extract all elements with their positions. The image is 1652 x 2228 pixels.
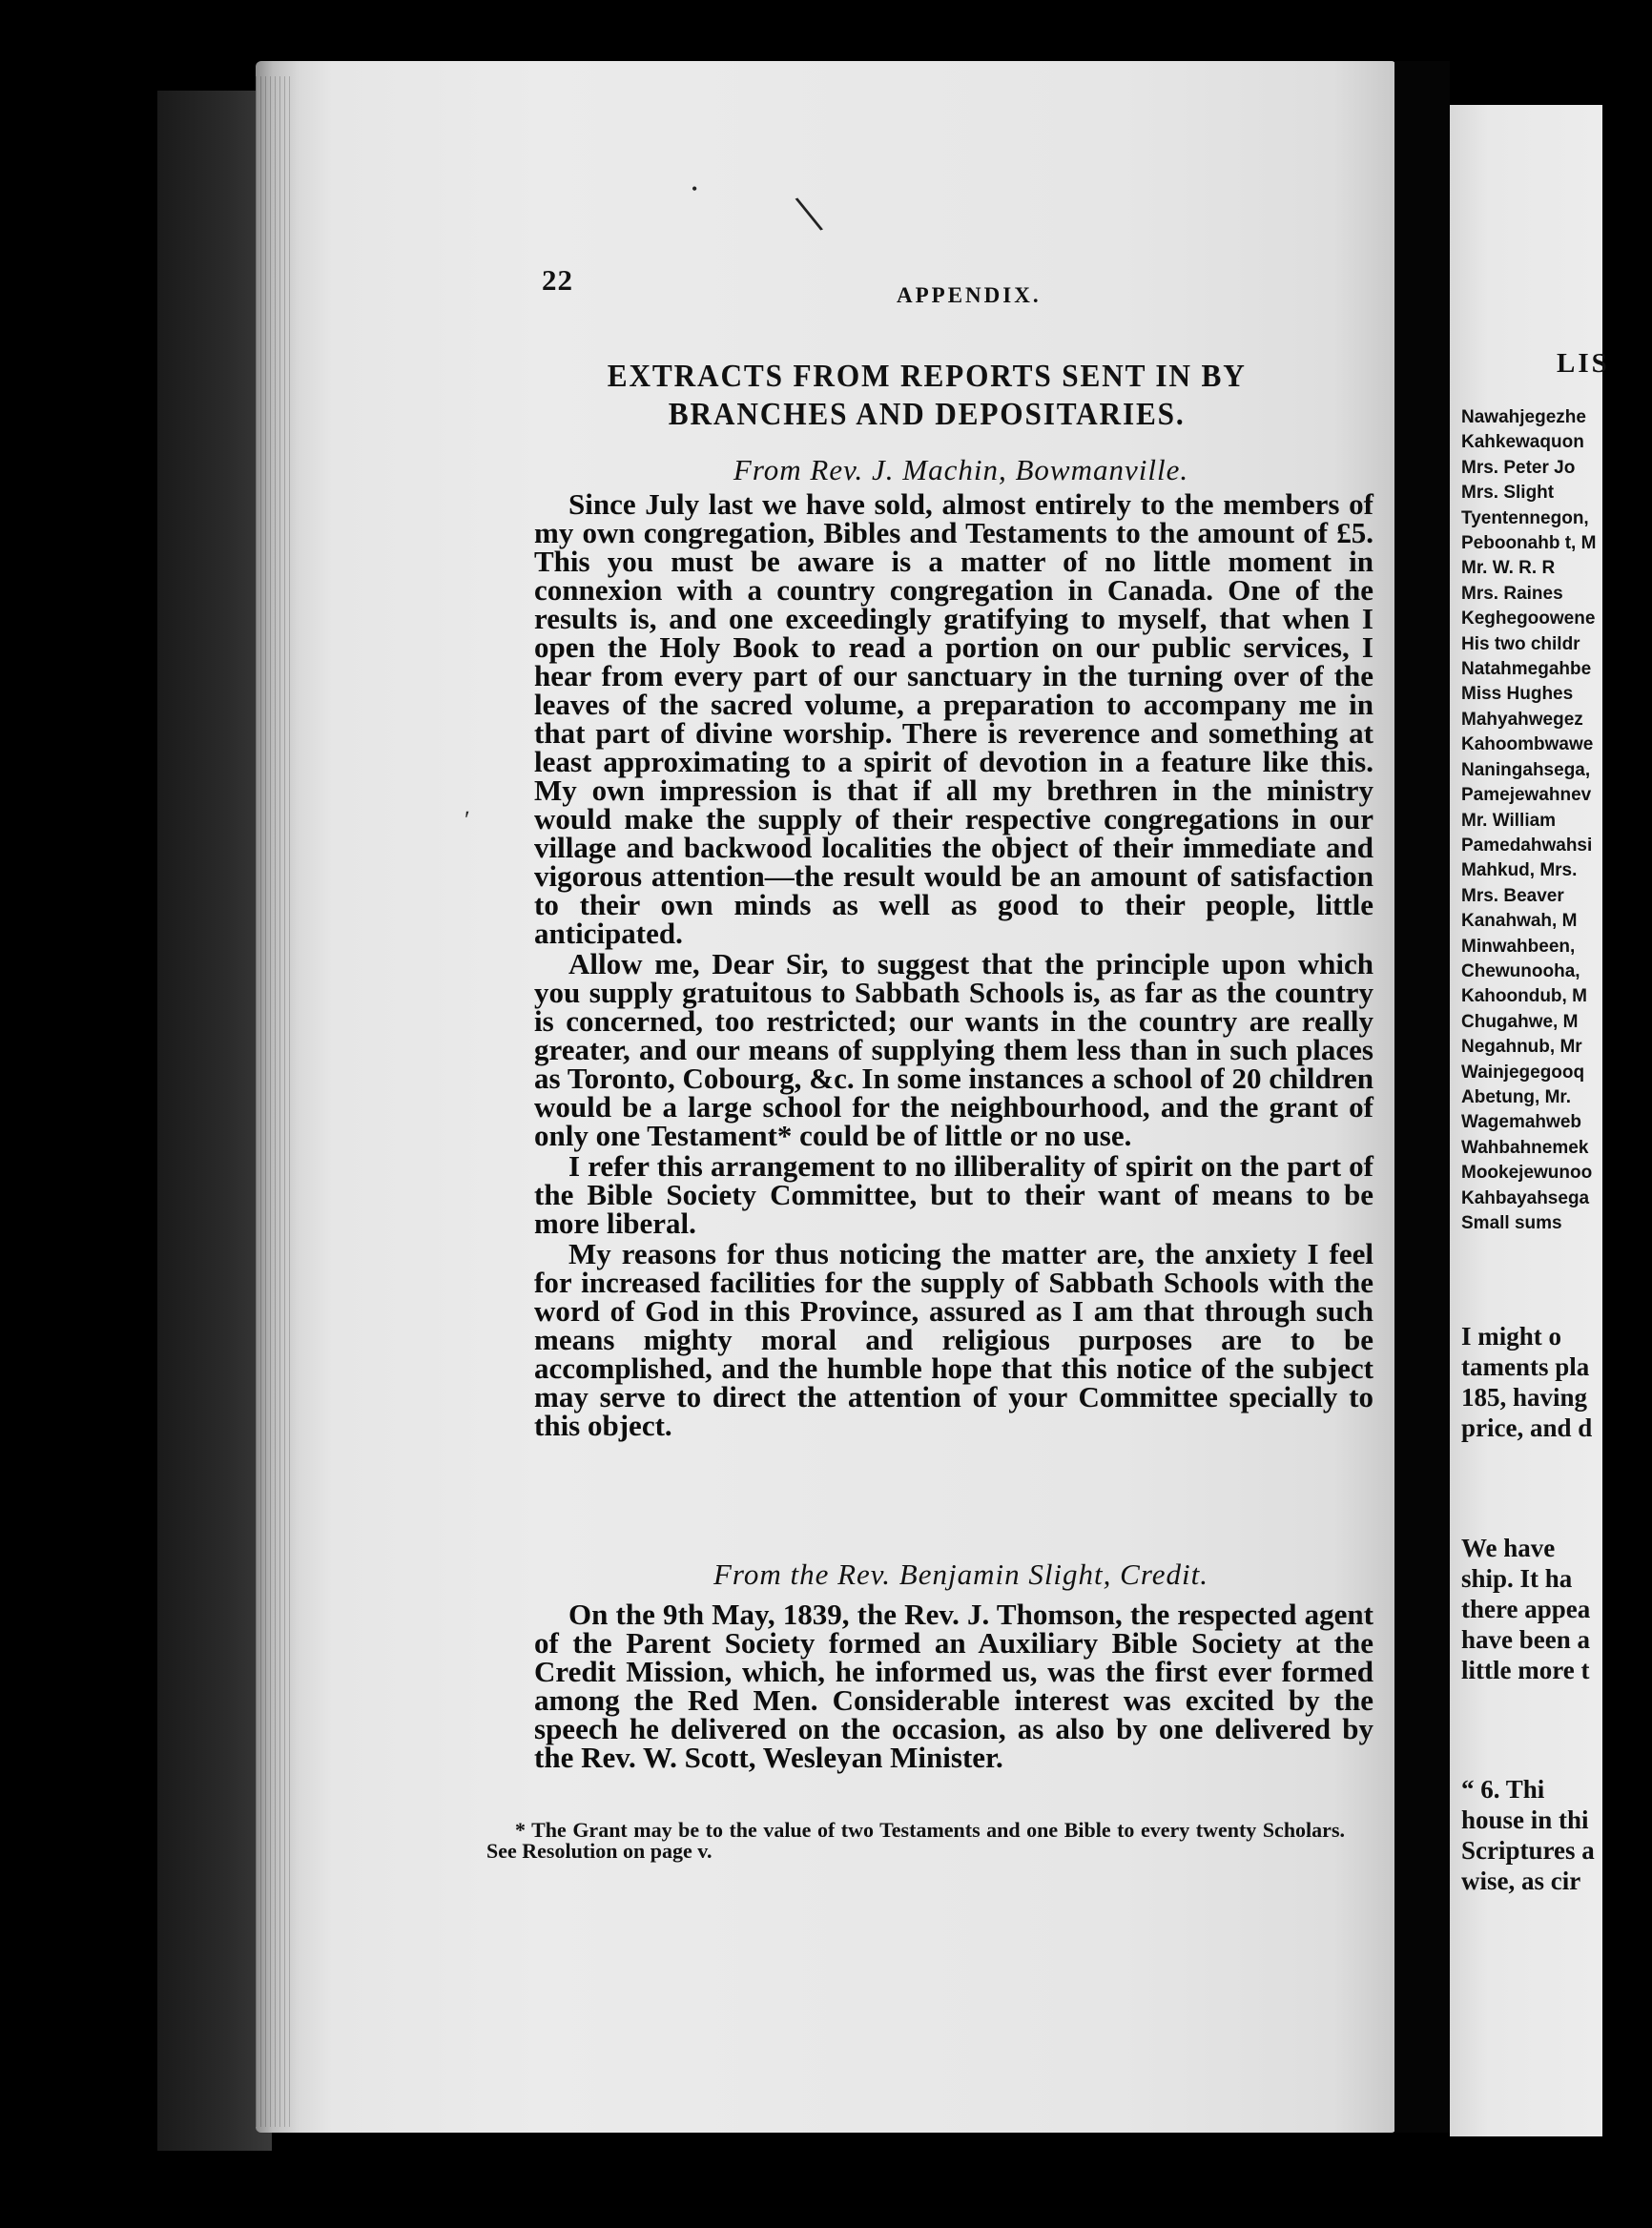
paragraph: My reasons for thus noticing the matter are, the anxiety I feel for increased facilities for the supply of Sabbath Schools with the word of God in this Province, assured as I am that through such means mighty moral and religious purposes are to be accomplished, and the humble hope that this notice of the subject may serve to direct the attention of your Committee specially to this object.: [534, 1237, 1373, 1442]
right-page-paragraph-2: [1461, 1533, 1652, 1685]
list-item: Mrs. Raines: [1461, 583, 1563, 604]
list-item: Minwahbeen,: [1461, 936, 1576, 957]
list-item: Nawahjegezhe: [1461, 407, 1586, 427]
list-item: Mrs. Peter Jo: [1461, 457, 1576, 478]
list-item: Kanahwah, M: [1461, 911, 1578, 932]
text-line: little more t: [1461, 1656, 1590, 1684]
list-item: Mahkud, Mrs.: [1461, 860, 1578, 881]
scan-speck: •: [692, 179, 698, 198]
text-line: We have: [1461, 1534, 1556, 1562]
paragraph: I refer this arrangement to no illiberality of spirit on the part of the Bible Society Committee, but to their want of means to be more liberal.: [534, 1149, 1373, 1240]
list-item: His two childr: [1461, 633, 1580, 654]
right-page-paragraph-1: [1461, 1321, 1652, 1443]
list-item: Mookejewunoo: [1461, 1163, 1593, 1184]
list-item: Kahoondub, M: [1461, 986, 1587, 1007]
section-heading-machin: From Rev. J. Machin, Bowmanville.: [733, 453, 1189, 486]
list-item: Pamedahwahsi: [1461, 835, 1593, 856]
text-line: price, and d: [1461, 1413, 1593, 1442]
page-edges: [256, 76, 294, 2127]
list-item: Negahnub, Mr: [1461, 1037, 1582, 1058]
list-item: Kahoombwawe: [1461, 734, 1594, 755]
text-line: have been a: [1461, 1625, 1590, 1654]
text-line: 185, having: [1461, 1383, 1588, 1412]
list-item: Tyentennegon,: [1461, 507, 1589, 528]
margin-mark: ʹ: [465, 806, 470, 834]
paragraph: Since July last we have sold, almost entirely to the members of my own congregation, Bibles and Testaments to the amount of £5. This you must be aware is a matter of no little moment in connexion with a country congregation in Canada. One of the results is, and one exceedingly gratifying to myself, that when I open the Holy Book to read a portion on our public services, I hear from every part of our sanctuary in the turning over of the leaves of the sacred volume, a preparation to accompany me in that part of divine worship. There is reverence and something at least approximating to a spirit of devotion in a feature like this. My own impression is that if all my brethren in the ministry would make the supply of their respective congregations in our village and backwood localities the object of their immediate and vigorous attention—the result would be an amount of satisfaction to their own minds as well as good to their people, little anticipated.: [534, 487, 1373, 950]
list-item: Keghegoowene: [1461, 609, 1596, 629]
list-item: Mrs. Beaver: [1461, 885, 1564, 906]
paragraph: On the 9th May, 1839, the Rev. J. Thomson, the respected agent of the Parent Society formed an Auxiliary Bible Society at the Credit Mission, which, he informed us, was the first ever formed among the Red Men. Considerable interest was excited by the speech he delivered on the occasion, as also by one delivered by the Rev. W. Scott, Wesleyan Minister.: [534, 1598, 1373, 1774]
section-body-machin: [534, 487, 1373, 1442]
list-item: Wahbahnemek: [1461, 1137, 1589, 1158]
footnote: * The Grant may be to the value of two Testaments and one Bible to every twenty Scholars. See Resolution on page v.: [486, 1818, 1345, 1863]
list-item: Chewunooha,: [1461, 960, 1580, 981]
right-page-paragraph-3: [1461, 1774, 1652, 1896]
list-item: Peboonahb t, M: [1461, 533, 1597, 554]
main-heading: EXTRACTS FROM REPORTS SENT IN BY BRANCHES AND DEPOSITARIES.: [607, 359, 1247, 432]
text-line: taments pla: [1461, 1352, 1590, 1381]
list-item: Kahkewaquon: [1461, 432, 1584, 453]
text-line: “ 6. Thi: [1461, 1775, 1545, 1804]
text-line: ship. It ha: [1461, 1564, 1573, 1593]
running-head: APPENDIX.: [897, 283, 1042, 307]
page-number: 22: [542, 263, 573, 297]
right-page-heading: LIS: [1557, 348, 1610, 379]
list-item: Miss Hughes: [1461, 684, 1574, 705]
text-line: wise, as cir: [1461, 1867, 1581, 1895]
list-item: Mr. W. R. R: [1461, 558, 1556, 579]
text-line: Scriptures a: [1461, 1836, 1595, 1865]
scan-stroke: \: [791, 181, 828, 246]
book-cover-edge: [157, 91, 272, 2151]
section-body-slight: [534, 1600, 1373, 1772]
list-item: Natahmegahbe: [1461, 659, 1592, 680]
list-item: Mrs. Slight: [1461, 483, 1555, 504]
list-item: Naningahsega,: [1461, 759, 1591, 780]
list-item: Mahyahwegez: [1461, 709, 1583, 730]
text-line: I might o: [1461, 1322, 1562, 1351]
list-item: Small sums: [1461, 1213, 1562, 1233]
list-item: Chugahwe, M: [1461, 1011, 1579, 1032]
list-item: Mr. William: [1461, 810, 1557, 831]
right-page: [1450, 105, 1610, 2136]
section-heading-slight: From the Rev. Benjamin Slight, Credit.: [713, 1558, 1208, 1591]
text-line: house in thi: [1461, 1805, 1589, 1834]
book-gutter: [1394, 61, 1450, 2133]
name-list: [1461, 405, 1652, 1236]
paragraph: Allow me, Dear Sir, to suggest that the principle upon which you supply gratuitous to Sabbath Schools is, as far as the country is concerned, too restricted; our wants in the country are really greater, and our means of supplying them less than in such places as Toronto, Cobourg, &c. In some instances a school of 20 children would be a large school for the neighbourhood, and the grant of only one Testament* could be of little or no use.: [534, 947, 1373, 1152]
text-line: there appea: [1461, 1595, 1591, 1623]
list-item: Wainjegegooq: [1461, 1062, 1585, 1083]
list-item: Kahbayahsega: [1461, 1187, 1590, 1208]
list-item: Abetung, Mr.: [1461, 1086, 1572, 1107]
list-item: Pamejewahnev: [1461, 785, 1592, 806]
list-item: Wagemahweb: [1461, 1112, 1581, 1133]
